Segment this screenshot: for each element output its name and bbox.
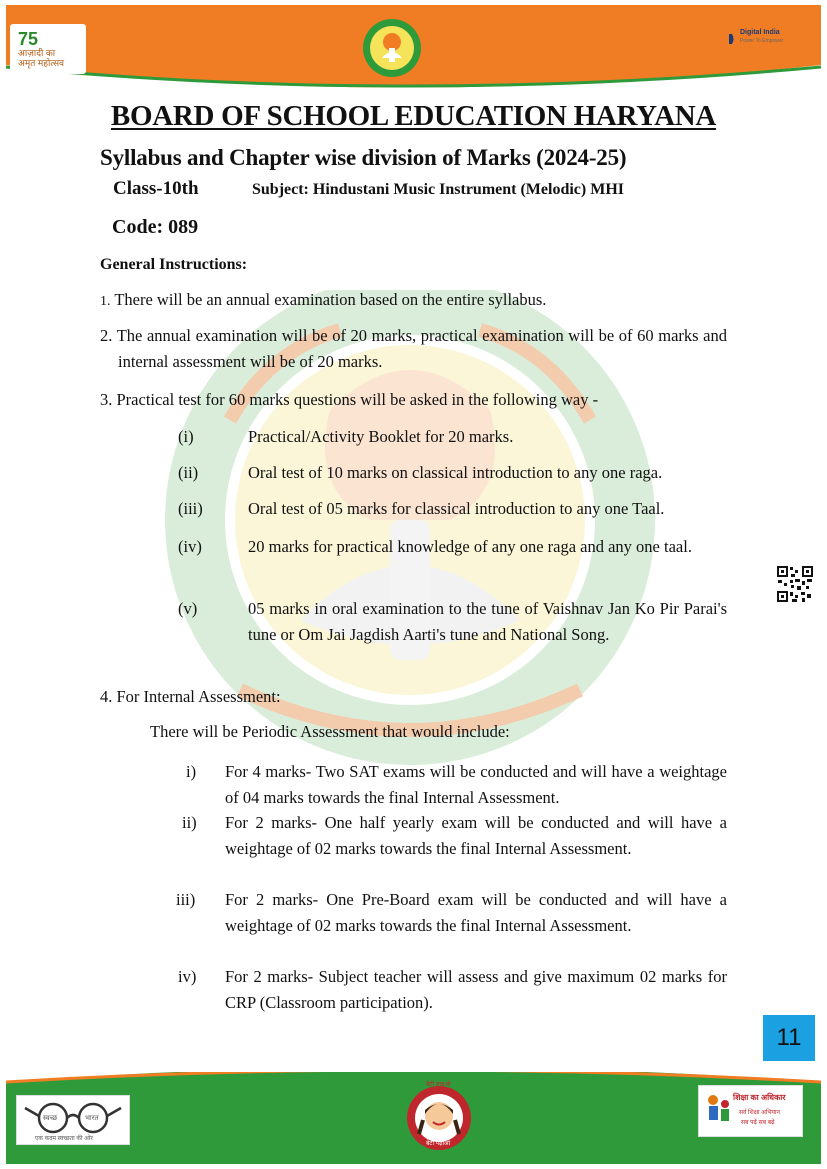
item-text: For 4 marks- Two SAT exams will be conducted and will have a weightage of 04 marks towards the final Internal Assessment.: [225, 762, 727, 807]
shiksha-ka-adhikar-logo: [698, 1085, 803, 1137]
item-marker: (v): [178, 599, 198, 618]
practical-item: [178, 596, 727, 674]
item-text: Oral test of 05 marks for classical introduction to any one Taal.: [248, 499, 665, 518]
qr-code-icon[interactable]: [776, 565, 814, 603]
item-text: 20 marks for practical knowledge of any one raga and any one taal.: [248, 537, 692, 556]
instruction-3: [100, 387, 727, 413]
sab-padhen-text: सब पढ़ें सब बढ़ें: [741, 1120, 775, 1126]
code-label: Code: 089: [112, 216, 199, 238]
logo-azadi-text: आज़ादी का: [18, 48, 56, 58]
item-marker: iii): [176, 890, 196, 909]
instruction-text: Practical test for 60 marks questions will be asked in the following way -: [116, 390, 599, 409]
practical-item: [178, 534, 727, 586]
beti-bachao-text: बेटी बचाओ: [426, 1082, 451, 1088]
item-marker: (iii): [178, 499, 203, 518]
instruction-number: 3.: [100, 390, 113, 409]
internal-item: [172, 810, 727, 888]
instruction-2: [100, 323, 727, 375]
practical-item: [178, 496, 727, 522]
instruction-number: 1.: [100, 294, 111, 309]
instruction-text: For Internal Assessment:: [116, 687, 281, 706]
item-text: 05 marks in oral examination to the tune of Vaishnav Jan Ko Pir Parai's tune or Om Jai Jagdish Aarti's tune and National Song.: [248, 599, 727, 644]
practical-item: [178, 460, 727, 486]
instruction-number: 4.: [100, 687, 113, 706]
instruction-number: 2.: [100, 326, 113, 345]
swachh-bharat-logo: [16, 1095, 130, 1145]
logo-75-text: 75: [18, 29, 39, 49]
item-marker: (iv): [178, 537, 202, 556]
item-marker: (i): [178, 427, 194, 446]
beti-padhao-text: बेटी पढ़ाओ: [426, 1141, 451, 1147]
instruction-1: [100, 287, 727, 315]
gandhi-glasses-icon: [17, 1098, 129, 1138]
item-marker: (ii): [178, 463, 199, 482]
swachh-caption: एक कदम स्वच्छता की ओर: [35, 1136, 93, 1142]
practical-item: [178, 424, 727, 450]
logo-mahotsav-text: अमृत महोत्सव: [18, 58, 65, 68]
item-marker: iv): [178, 967, 197, 986]
item-text: For 2 marks- One Pre-Board exam will be conducted and will have a weightage of 02 marks towards the final Internal Assessment.: [225, 890, 727, 935]
sarva-shiksha-text: सर्व शिक्षा अभियान: [739, 1110, 780, 1116]
periodic-assessment-intro: There will be Periodic Assessment that would include:: [150, 722, 510, 741]
internal-item: [172, 887, 727, 965]
item-text: Practical/Activity Booklet for 20 marks.: [248, 427, 514, 446]
instruction-4: [100, 684, 727, 710]
digital-india-subtitle: Power To Empower: [740, 38, 784, 44]
swachh-text: स्वच्छ: [43, 1115, 58, 1122]
internal-item: [172, 759, 727, 811]
shiksha-title: शिक्षा का अधिकार: [733, 1093, 786, 1102]
general-instructions-heading: General Instructions:: [100, 256, 248, 273]
item-marker: ii): [182, 813, 197, 832]
subject-line: Subject: Hindustani Music Instrument (Melodic) MHI: [252, 181, 624, 198]
item-text: For 2 marks- Subject teacher will assess and give maximum 02 marks for CRP (Classroom participation).: [225, 967, 727, 1012]
children-reading-icon: [703, 1092, 733, 1132]
instruction-text: The annual examination will be of 20 marks, practical examination will be of 60 marks and internal assessment will be of 20 marks.: [116, 326, 728, 371]
bharat-text: भारत: [85, 1115, 99, 1122]
digital-india-title: Digital India: [740, 29, 780, 36]
internal-item: [172, 964, 727, 1016]
page-number-badge: 11: [763, 1015, 815, 1061]
item-text: Oral test of 10 marks on classical introduction to any one raga.: [248, 463, 663, 482]
class-label: Class-10th: [113, 178, 199, 199]
board-title: BOARD OF SCHOOL EDUCATION HARYANA: [110, 100, 717, 132]
syllabus-title: Syllabus and Chapter wise division of Marks (2024-25): [100, 145, 627, 170]
item-text: For 2 marks- One half yearly exam will be conducted and will have a weightage of 02 marks towards the final Internal Assessment.: [225, 813, 727, 858]
instruction-text: There will be an annual examination based on the entire syllabus.: [114, 290, 547, 309]
item-marker: i): [186, 762, 197, 781]
